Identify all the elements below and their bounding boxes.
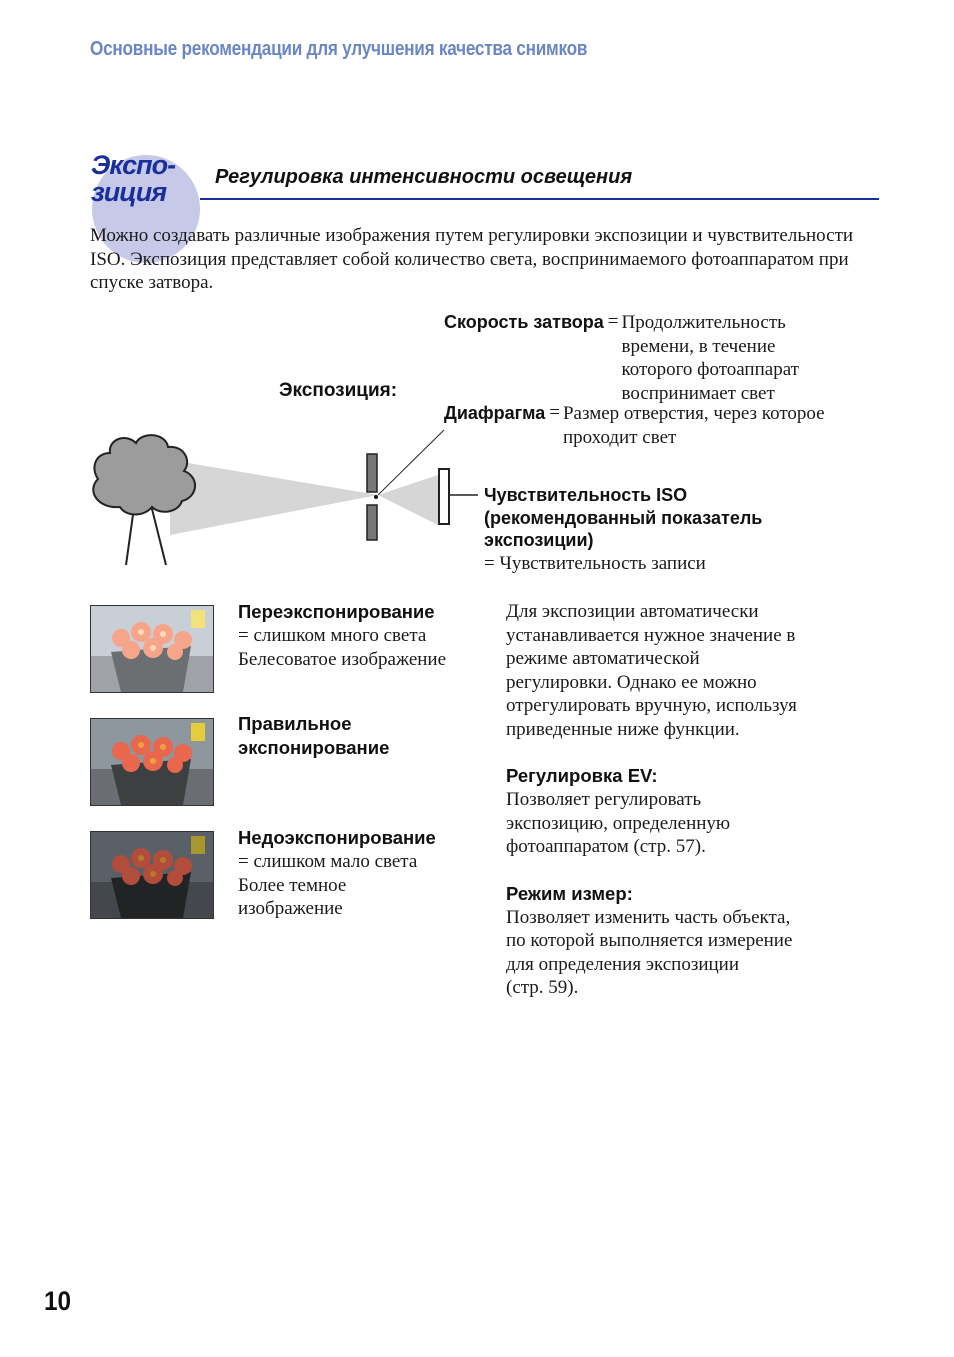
text-line: для определения экспозиции [506, 953, 740, 975]
caption-line: = слишком мало света [238, 851, 418, 872]
tree-illustration [93, 435, 195, 565]
shutter-def-line: воспринимает свет [621, 382, 775, 404]
flower-photo-image [91, 719, 213, 805]
photo-overexposed [90, 605, 214, 693]
photo-correct [90, 718, 214, 806]
section-badge-line1: Экспо- [91, 150, 176, 180]
shutter-block [444, 311, 799, 405]
aperture-dot [374, 495, 378, 499]
shutter-bottom [367, 505, 377, 540]
caption-overexposed [238, 600, 500, 671]
shutter-equals: = [607, 311, 619, 332]
metering-title: Режим измер: [506, 882, 633, 904]
iso-label-line: (рекомендованный показатель [484, 507, 763, 528]
text-line: (стр. 59). [506, 977, 579, 998]
text-line: экспозицию, определенную [506, 812, 731, 834]
caption-line: Более темное [238, 874, 347, 896]
caption-line: Белесоватое изображение [238, 648, 447, 670]
auto-exposure-text [506, 600, 886, 741]
iso-block [484, 484, 884, 575]
text-line: приведенные ниже функции. [506, 718, 740, 740]
exposure-diagram [86, 425, 486, 575]
text-line: по которой выполняется измерение [506, 930, 793, 951]
shutter-top [367, 454, 377, 492]
caption-title: Переэкспонирование [238, 601, 435, 622]
iso-definition: = Чувствительность записи [484, 552, 706, 574]
light-beam-left [170, 460, 378, 535]
text-line: фотоаппаратом (стр. 57). [506, 836, 706, 857]
running-header: Основные рекомендации для улучшения качества снимков [90, 38, 588, 60]
exposure-label: Экспозиция: [279, 380, 398, 401]
shutter-label: Скорость затвора [444, 312, 604, 332]
aperture-definition [563, 402, 825, 449]
text-line: Для экспозиции автоматически [506, 601, 759, 622]
sensor-frame [439, 469, 449, 524]
aperture-label: Диафрагма [444, 403, 546, 423]
page-number: 10 [44, 1286, 72, 1316]
shutter-definition [622, 311, 799, 405]
flower-photo-image [91, 832, 213, 918]
text-line: отрегулировать вручную, используя [506, 695, 797, 716]
flower-photo-image [91, 606, 213, 692]
aperture-def-line: Размер отверстия, через которое [562, 403, 825, 424]
text-line: режиме автоматической [506, 648, 700, 669]
caption-underexposed [238, 826, 500, 921]
metering-text [506, 906, 886, 1000]
ev-title: Регулировка EV: [506, 765, 658, 786]
text-line: Позволяет регулировать [506, 789, 702, 810]
intro-paragraph: Можно создавать различные изображения путем регулировки экспозиции и чувствительности ISO. Экспозиция представляет собой количество света, воспринимаемого фотоаппаратом при спуске затвора. [90, 225, 854, 293]
text-line: регулировки. Однако ее можно [506, 671, 757, 693]
caption-title: Правильное [238, 713, 352, 734]
caption-title: экспонирование [238, 737, 390, 758]
section-title: Регулировка интенсивности освещения [215, 166, 633, 188]
aperture-block [444, 402, 825, 449]
shutter-def-line: Продолжительность [621, 312, 786, 333]
aperture-def-line: проходит свет [562, 426, 677, 448]
section-badge [91, 152, 175, 206]
iso-label-line: экспозиции) [484, 530, 594, 550]
caption-line: = слишком много света [238, 625, 427, 646]
text-line: Позволяет изменить часть объекта, [506, 906, 791, 928]
caption-title: Недоэкспонирование [238, 827, 436, 848]
shutter-def-line: времени, в течение [621, 335, 776, 357]
photo-underexposed [90, 831, 214, 919]
ev-text [506, 788, 886, 859]
right-column [506, 600, 886, 1000]
section-rule [200, 198, 879, 200]
iso-label-line: Чувствительность ISO [484, 485, 688, 505]
light-beam-right [378, 475, 438, 525]
aperture-equals: = [549, 402, 560, 423]
section-badge-line2: зиция [91, 177, 167, 207]
caption-line: изображение [238, 898, 343, 919]
shutter-def-line: которого фотоаппарат [621, 359, 799, 380]
text-line: устанавливается нужное значение в [506, 624, 796, 646]
caption-correct [238, 712, 500, 760]
